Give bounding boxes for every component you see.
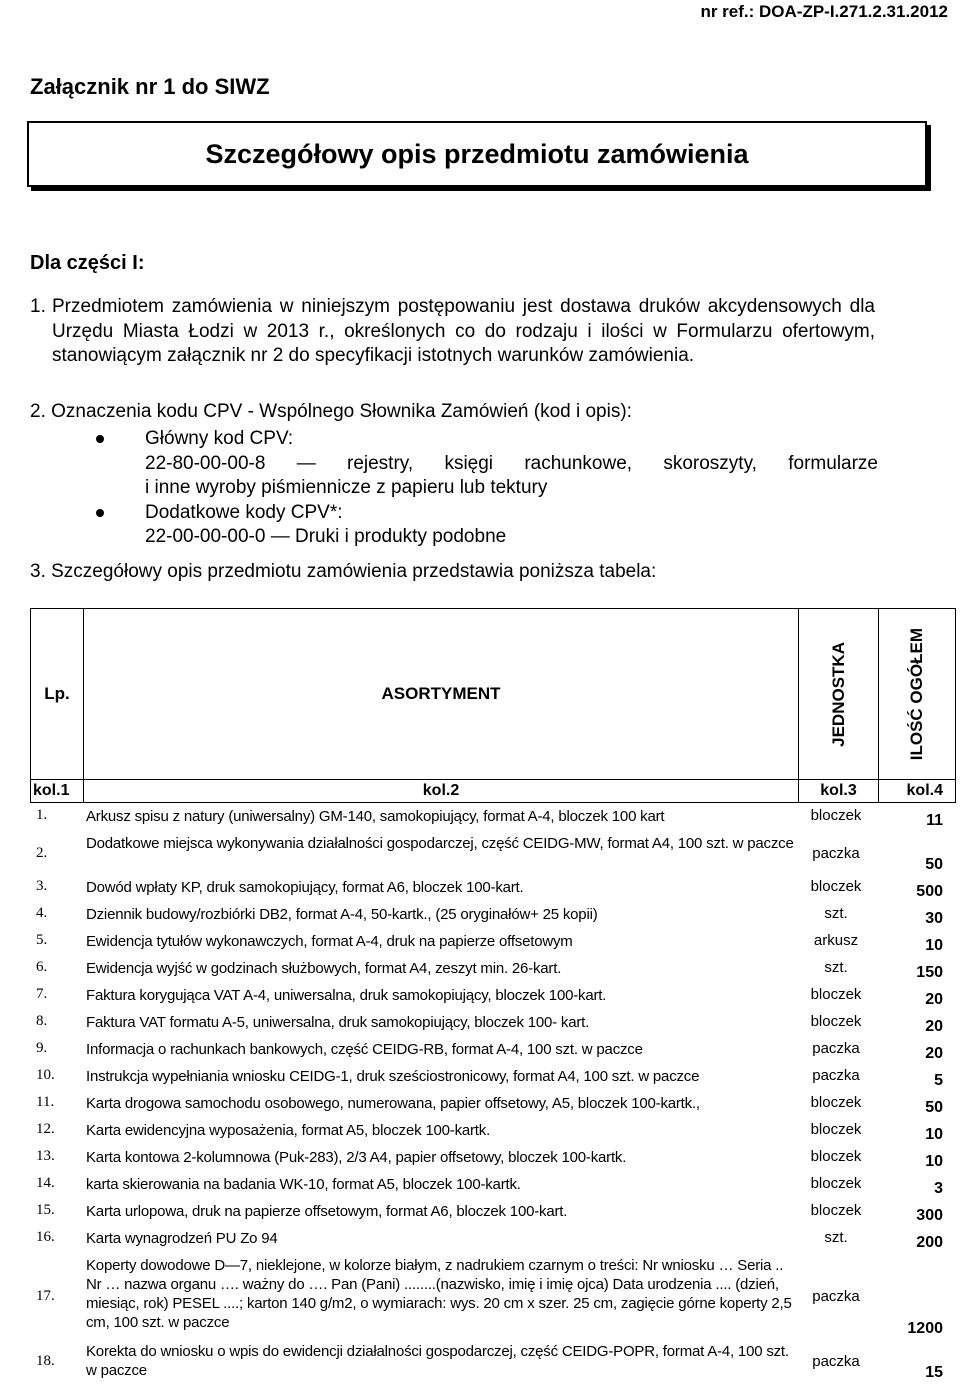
row-description: Instrukcja wypełniania wniosku CEIDG-1, druk sześciostronicowy, format A4, 100 szt. w paczce [86, 1068, 700, 1085]
row-description: Korekta do wniosku o wpis do ewidencji działalności gospodarczej, część CEIDG-POPR, format A-4, 100 szt. w paczce [86, 1343, 789, 1379]
row-unit: bloczek [810, 807, 862, 824]
row-lp: 17. [36, 1287, 55, 1304]
table-row [30, 831, 955, 875]
header-ilosc: ILOŚĆ OGÓŁEM [907, 627, 926, 761]
cpv-extra-item [108, 501, 878, 550]
row-description: Karta ewidencyjna wyposażenia, format A5, bloczek 100-kartk. [86, 1122, 491, 1139]
col-number-3: kol.3 [799, 780, 879, 803]
row-unit: szt. [824, 905, 848, 922]
row-lp: 4. [36, 905, 48, 921]
table-row [30, 1339, 955, 1383]
header-jednostka: JEDNOSTKA [828, 641, 848, 747]
row-unit: paczka [812, 1040, 860, 1057]
paragraph-1-text: Przedmiotem zamówienia w niniejszym postępowaniu jest dostawa druków akcydensowych dla Urzędu Miasta Łodzi w 2013 r., określonych co do rodzaju i ilości w Formularzu ofertowym, stanowiącym załącznik nr 2 do specyfikacji istotnych warunków zamówienia. [52, 296, 875, 366]
row-quantity: 50 [925, 1099, 943, 1116]
row-unit: bloczek [810, 1148, 862, 1165]
row-description: Informacja o rachunkach bankowych, część CEIDG-RB, format A-4, 100 szt. w paczce [86, 1041, 643, 1058]
row-description: karta skierowania na badania WK-10, format A5, bloczek 100-kartk. [86, 1176, 521, 1193]
table-row [30, 1172, 955, 1199]
row-lp: 13. [36, 1148, 55, 1164]
table-row [30, 929, 955, 956]
row-quantity: 20 [925, 991, 943, 1008]
row-quantity: 20 [925, 1045, 943, 1062]
row-quantity: 1200 [907, 1320, 943, 1337]
table-row [30, 1010, 955, 1037]
cpv-extra-label: Dodatkowe kody CPV*: [145, 501, 343, 523]
row-unit: paczka [812, 1067, 860, 1084]
row-unit: szt. [824, 959, 848, 976]
paragraph-1 [30, 295, 875, 369]
row-lp: 18. [36, 1352, 55, 1369]
annex-title: Załącznik nr 1 do SIWZ [30, 74, 270, 99]
table-header [30, 608, 956, 803]
cpv-main-code-cont: i inne wyroby piśmiennicze z papieru lub tektury [145, 477, 548, 498]
row-lp: 6. [36, 959, 48, 975]
row-quantity: 5 [934, 1072, 943, 1089]
col-number-1: kol.1 [31, 780, 84, 803]
row-description: Ewidencja tytułów wykonawczych, format A-4, druk na papierze offsetowym [86, 933, 573, 950]
row-quantity: 50 [925, 856, 943, 873]
bullet-icon [96, 435, 104, 443]
row-description: Dodatkowe miejsca wykonywania działalności gospodarczej, część CEIDG-MW, format A4, 100 szt. w paczce [86, 835, 794, 852]
row-lp: 11. [36, 1094, 55, 1110]
reference-number: nr ref.: DOA-ZP-I.271.2.31.2012 [700, 2, 948, 21]
header-lp: Lp. [31, 609, 84, 780]
row-unit: bloczek [810, 1121, 862, 1138]
row-unit: bloczek [810, 1094, 862, 1111]
row-lp: 15. [36, 1202, 55, 1218]
bullet-icon [96, 509, 104, 517]
row-unit: bloczek [810, 878, 862, 895]
table-row [30, 1199, 955, 1226]
row-description: Faktura VAT formatu A-5, uniwersalna, druk samokopiujący, bloczek 100- kart. [86, 1014, 590, 1031]
row-description: Karta drogowa samochodu osobowego, numerowana, papier offsetowy, A5, bloczek 100-kartk., [86, 1095, 700, 1112]
row-description: Ewidencja wyjść w godzinach służbowych, format A4, zeszyt min. 26-kart. [86, 960, 562, 977]
row-lp: 16. [36, 1229, 55, 1245]
row-quantity: 3 [934, 1180, 943, 1197]
document-title: Szczegółowy opis przedmiotu zamówienia [205, 138, 749, 169]
cpv-extra-code: 22-00-00-00-0 — Druki i produkty podobne [145, 526, 507, 547]
cpv-main-label: Główny kod CPV: [145, 428, 294, 449]
row-description: Karta wynagrodzeń PU Zo 94 [86, 1230, 278, 1247]
row-quantity: 11 [926, 812, 943, 829]
row-description: Karta urlopowa, druk na papierze offsetowym, format A6, bloczek 100-kart. [86, 1203, 568, 1220]
row-lp: 14. [36, 1175, 55, 1191]
row-lp: 12. [36, 1121, 55, 1137]
row-lp: 2. [36, 844, 48, 861]
row-quantity: 10 [925, 937, 943, 954]
row-quantity: 200 [916, 1234, 943, 1251]
row-lp: 3. [36, 878, 48, 894]
row-unit: bloczek [810, 1013, 862, 1030]
row-quantity: 15 [925, 1364, 943, 1381]
table-row [30, 875, 955, 902]
cpv-list [108, 427, 878, 550]
cpv-main-item [108, 427, 878, 501]
row-quantity: 500 [916, 883, 943, 900]
paragraph-1-number: 1. [30, 296, 46, 317]
table-row [30, 1145, 955, 1172]
row-lp: 10. [36, 1067, 55, 1083]
table-row [30, 1226, 955, 1253]
header-jednostka-cell [799, 609, 879, 780]
table-row [30, 983, 955, 1010]
col-number-4: kol.4 [879, 780, 956, 803]
row-lp: 1. [36, 807, 48, 823]
header-asortyment: ASORTYMENT [84, 609, 799, 780]
table-row [30, 1037, 955, 1064]
row-quantity: 10 [925, 1126, 943, 1143]
document-title-box [27, 121, 927, 187]
row-unit: bloczek [810, 986, 862, 1003]
header-ilosc-cell [879, 609, 956, 780]
row-lp: 9. [36, 1040, 48, 1056]
row-unit: bloczek [810, 1175, 862, 1192]
row-description: Faktura korygująca VAT A-4, uniwersalna, druk samokopiujący, bloczek 100-kart. [86, 987, 607, 1004]
row-description: Dziennik budowy/rozbiórki DB2, format A-4, 50-kartk., (25 oryginałów+ 25 kopii) [86, 906, 598, 923]
row-quantity: 30 [925, 910, 943, 927]
row-quantity: 20 [925, 1018, 943, 1035]
row-description: Arkusz spisu z natury (uniwersalny) GM-140, samokopiujący, format A-4, bloczek 100 kart [86, 808, 665, 825]
row-lp: 8. [36, 1013, 48, 1029]
row-quantity: 150 [916, 964, 943, 981]
table-row [30, 956, 955, 983]
row-unit: szt. [824, 1229, 848, 1246]
paragraph-2: 2. Oznaczenia kodu CPV - Wspólnego Słownika Zamówień (kod i opis): [30, 401, 632, 422]
row-unit: paczka [812, 1352, 860, 1370]
row-description: Karta kontowa 2-kolumnowa (Puk-283), 2/3 A4, papier offsetowy, bloczek 100-kartk. [86, 1149, 627, 1166]
row-unit: arkusz [813, 932, 859, 949]
section-heading: Dla części I: [30, 252, 145, 274]
row-lp: 5. [36, 932, 48, 948]
table-row [30, 1064, 955, 1091]
table-row [30, 1253, 955, 1339]
row-quantity: 10 [925, 1153, 943, 1170]
row-quantity: 300 [916, 1207, 943, 1224]
table-row [30, 1118, 955, 1145]
row-description: Dowód wpłaty KP, druk samokopiujący, format A6, bloczek 100-kart. [86, 879, 524, 896]
col-number-2: kol.2 [84, 780, 799, 803]
row-unit: paczka [812, 844, 860, 862]
items-table [30, 804, 955, 1383]
row-lp: 7. [36, 986, 48, 1002]
table-row [30, 902, 955, 929]
table-row [30, 1091, 955, 1118]
row-description: Koperty dowodowe D—7, nieklejone, w kolorze białym, z nadrukiem czarnym o treści: Nr wniosku … Seria .. Nr … nazwa organu …. ważny do …. Pan (Pani) ........(nazwisko, imię i imię ojca) Data urodzenia .... (dzień, miesiąc, rok) PESEL ....; karton 140 g/m2, o wymiarach: wys. 20 cm x szer. 25 cm, zagięcie górne koperty 2,5 cm, 100 szt. w paczce [86, 1257, 792, 1331]
paragraph-3: 3. Szczegółowy opis przedmiotu zamówienia przedstawia poniższa tabela: [30, 561, 657, 582]
table-row [30, 804, 955, 831]
cpv-main-code: 22-80-00-00-8 — rejestry, księgi rachunkowe, skoroszyty, formularze [145, 452, 878, 474]
row-unit: paczka [812, 1287, 860, 1305]
row-unit: bloczek [810, 1202, 862, 1219]
